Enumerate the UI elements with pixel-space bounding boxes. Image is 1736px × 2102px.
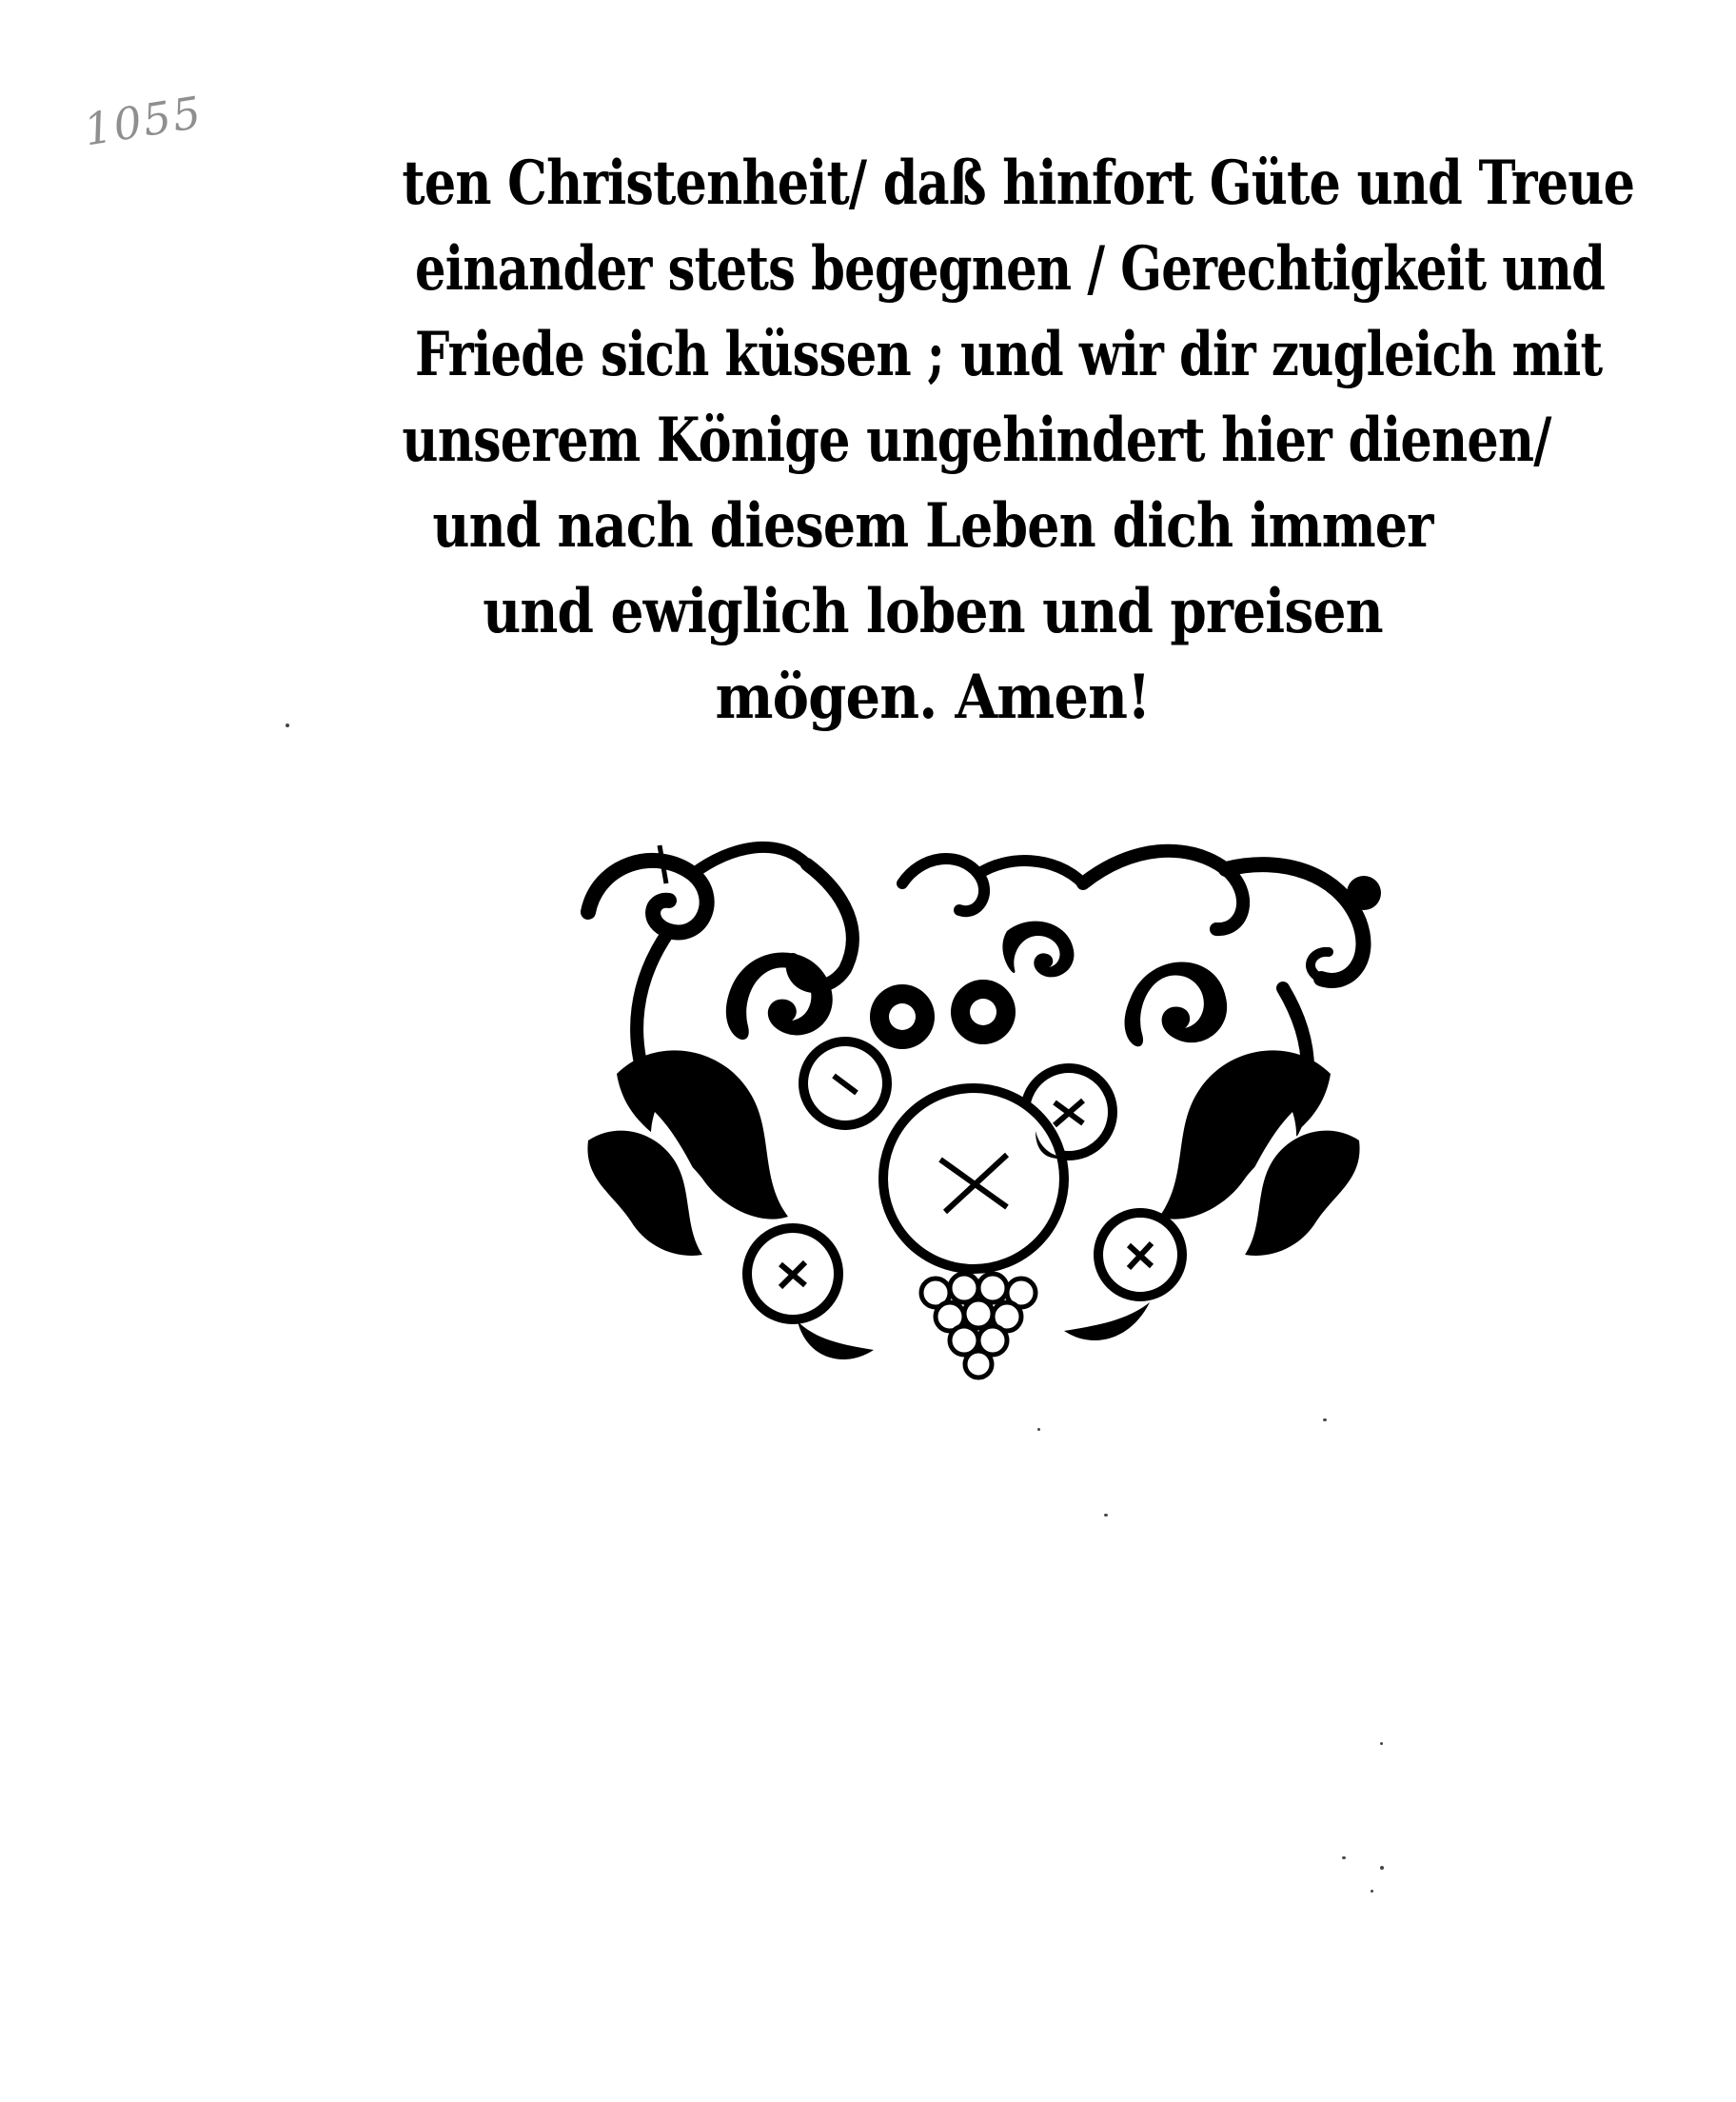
text-line-2: einander stets begegnen / Gerechtigkeit und <box>415 233 1606 305</box>
paper-speck <box>286 724 289 727</box>
text-line-5: und nach diesem Leben dich immer <box>432 490 1433 562</box>
paper-speck <box>1037 1428 1040 1431</box>
paper-speck <box>1380 1742 1383 1745</box>
text-line-7: mögen. Amen! <box>715 662 1151 733</box>
text-line-4: unserem Könige ungehindert hier dienen/ <box>402 405 1551 476</box>
floral-fruit-vignette-icon <box>560 826 1388 1388</box>
text-line-3: Friede sich küssen ; und wir dir zugleich mit <box>415 319 1603 390</box>
text-line-6: und ewiglich loben und preisen <box>483 576 1383 647</box>
text-line-1: ten Christenheit/ daß hinfort Güte und Treue <box>402 148 1635 219</box>
paper-speck <box>1323 1418 1327 1421</box>
prayer-text-block <box>286 141 1635 741</box>
paper-speck <box>1380 1866 1384 1870</box>
paper-speck <box>1342 1856 1346 1859</box>
paper-speck <box>1104 1514 1108 1517</box>
handwritten-margin-note: 1055 <box>80 86 207 156</box>
paper-speck <box>1371 1890 1373 1893</box>
